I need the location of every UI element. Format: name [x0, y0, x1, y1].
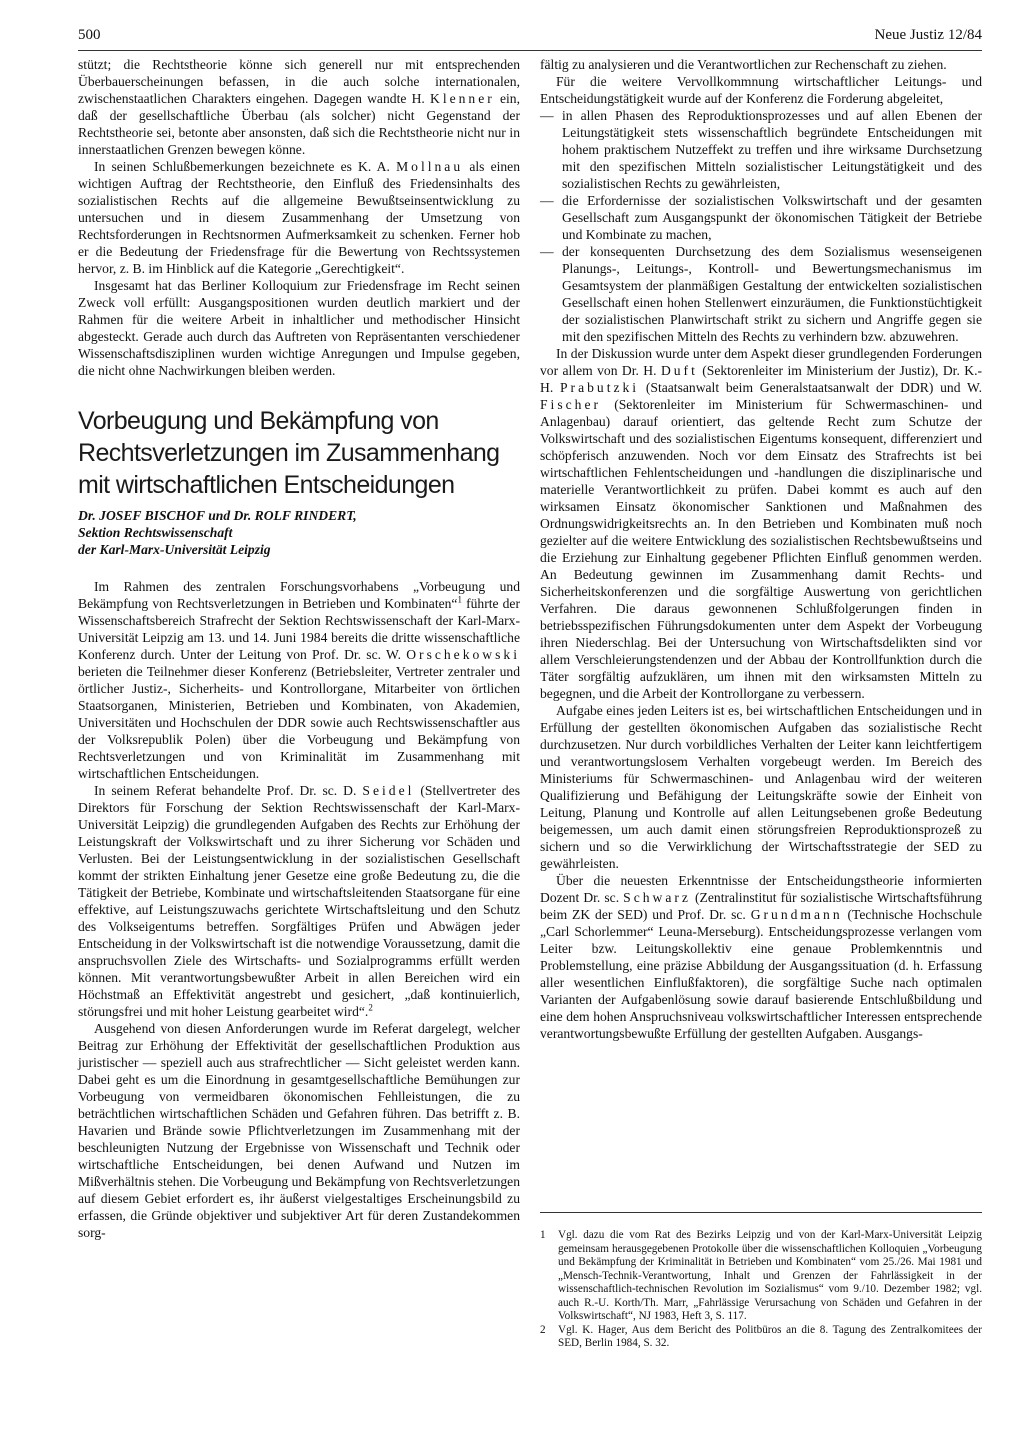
paragraph: Insgesamt hat das Berliner Kolloquium zur Friedensfrage im Recht seinen Zweck voll erfüllt: Ausgangspositionen wurden deutlich markiert und der Rahmen für die weitere Arbeit in inhaltlicher und methodischer Hinsicht abgesteckt. Gerade auch durch das Auftreten von Repräsentanten verschiedener Wissenschaftsdisziplinen wurden wichtige Anregungen und Impulse gegeben, die nicht ohne Nachwirkungen bleiben werden. [78, 278, 520, 378]
list-item: — der konsequenten Durchsetzung des dem Sozialismus wesenseigenen Planungs-, Leitungs-, Kontroll- und Bewertungsmechanismus im Gesamtsystem der planmäßigen Gestaltung der entwickelten sozialistischen Gesellschaft einen hohen Stellenwert einzuräumen, die Funktionstüchtigkeit der sozialistischen Planwirtschaft strikt zu sichern und Angriffe gegen sie mit den spezifischen Mitteln des Rechts zu verhindern bzw. abzuwehren. [540, 244, 982, 344]
person-name: Seidel [362, 783, 415, 798]
paragraph: Im Rahmen des zentralen Forschungsvorhabens „Vorbeugung und Bekämpfung von Rechtsverletzungen in Betrieben und Kombinaten“$^1$ führte der Wissenschaftsbereich Strafrecht der Sektion Rechtswissenschaft der Karl-Marx-Universität Leipzig am 13. und 14. Juni 1984 bereits die dritte wissenschaftliche Konferenz durch. Unter der Leitung von Prof. Dr. sc. W. Orschekowski berieten die Teilnehmer dieser Konferenz (Betriebsleiter, Vertreter zentraler und örtlicher Justiz-, Sicherheits- und Kontrollorgane, Mitarbeiter von örtlichen Staatsorganen, Ministerien, Betrieben und Kombinaten, von Akademien, Universitäten und Hochschulen der DDR sowie auch Rechtswissenschaftler aus der Volksrepublik Polen) über die Vorbeugung und Bekämpfung von Rechtsverletzungen und von Kriminalität im Zusammenhang mit wirtschaftlichen Entscheidungen. [78, 579, 520, 781]
left-column [78, 56, 520, 1241]
footnote-ref: 2 [368, 1002, 373, 1013]
person-name: Mollnau [396, 159, 464, 174]
paragraph: Über die neuesten Erkenntnisse der Entscheidungstheorie informierten Dozent Dr. sc. Schwarz (Zentralinstitut für sozialistische Wirtschaftsführung beim ZK der SED) und Prof. Dr. sc. Grundmann (Technische Hochschule „Carl Schorlemmer“ Leuna-Merseburg). Entscheidungsprozesse verlangen vom Leiter bzw. Leitungskollektiv eine genaue Problemkenntnis und Problemstellung, eine präzise Abbildung der Ausgangssituation (d. h. Erfassung aller wesentlichen Einflußfaktoren), die sorgfältige Suche nach optimalen Varianten der Aufgabenlösung sowie darauf basierende Entschlußbildung und eine dem hohen Anspruchsniveau volkswirtschaftlicher Interessen entsprechende verantwortungsbewußte Erfüllung der gestellten Aufgaben. Ausgangs- [540, 873, 983, 1041]
paragraph: In seinem Referat behandelte Prof. Dr. sc. D. Seidel (Stellvertreter des Direktors für Forschung der Sektion Rechtswissenschaft der Karl-Marx-Universität Leipzig) die grundlegenden Aufgaben des Rechts zur Erhöhung der Leistungskraft der Volkswirtschaft und zu ihrer Sicherung vor Schäden und Verlusten. Bei der Leistungsentwicklung in der sozialistischen Gesellschaft kommt der strikten Einhaltung jener Gesetze eine große Bedeutung zu, die die Tätigkeit der Betriebe, Kombinate und wirtschaftsleitenden Staatsorgane für eine effektive, auf Leistungszuwachs gerichtete Wirtschaftsleitung und den Schutz des Volkseigentums betreffen. Sorgfältiges Prüfen und Abwägen jeder Entscheidung in der Volkswirtschaft ist die notwendige Voraussetzung, damit die anspruchsvollen Ziele des Wirtschafts- und Sozialprogramms erfüllt werden können. Mit verantwortungsbewußter Arbeit in allen Bereichen wird ein Höchstmaß an Effektivität angestrebt und gesichert, „daß kontinuierlich, störungsfrei und mit hoher Leistung gearbeitet wird“.$^2$ [78, 783, 520, 1019]
person-name: Duft [660, 363, 698, 378]
author-university: der Karl-Marx-Universität Leipzig [78, 542, 271, 557]
page-number: 500 [78, 27, 101, 43]
page-header [78, 24, 982, 51]
list-item: — die Erfordernisse der sozialistischen Volkswirtschaft und der gesamten Gesellschaft zum Ausgangspunkt der ökonomischen Tätigkeit der Betriebe und Kombinate zu machen, [540, 193, 982, 242]
footnote: 2 Vgl. K. Hager, Aus dem Bericht des Politbüros an die 8. Tagung des Zentralkomitees der SED, Berlin 1984, S. 32. [540, 1323, 982, 1349]
person-name: Grundmann [750, 907, 843, 922]
person-name: Prabutzki [559, 380, 640, 395]
article-authors [78, 507, 520, 558]
footnote: 1 Vgl. dazu die vom Rat des Bezirks Leipzig und von der Karl-Marx-Universität Leipzig gemeinsam herausgegebenen Protokolle über die wissenschaftlichen Kolloquien „Vorbeugung und Bekämpfung der Kriminalität in Betrieben und Kombinaten“ vom 25./26. Mai 1981 und „Mensch-Technik-Verantwortung, Inhalt und Grenzen der Fahrlässigkeit in der wissenschaftlich-technischen Revolution im Sozialismus“ vom 9./10. Dezember 1982; vgl. auch R.-U. Korth/Th. Marr, „Fahrlässige Verursachung von Schäden und Gefahren in der Volkswirtschaft“, NJ 1983, Heft 3, S. 117. [540, 1229, 982, 1322]
footnotes [540, 1212, 982, 1351]
list-item: — in allen Phasen des Reproduktionsprozesses und auf allen Ebenen der Leitungstätigkeit stets wissenschaftlich begründete Entscheidungen mit hohem praktischem Nutzeffekt zu treffen und ihre wirksame Durchsetzung mit den spezifischen Mitteln sozialistischer Leitungstätigkeit und des sozialistischen Rechts zu gewährleisten, [540, 108, 982, 191]
paragraph: Ausgehend von diesen Anforderungen wurde im Referat dargelegt, welcher Beitrag zur Erhöhung der Effektivität der gesellschaftlichen Produktion aus juristischer — speziell auch aus strafrechtlicher — Sicht geleistet werden kann. Dabei geht es um die Einordnung in gesamtgesellschaftliche Bemühungen zur Vorbeugung von vermeidbaren ökonomischen Fehlleistungen, die zu beträchtlichen wirtschaftlichen Schäden und Gefahren führen. Das betrifft z. B. Havarien und Brände sowie Pflichtverletzungen im Zusammenhang mit der beschleunigten Nutzung der Ergebnisse von Wissenschaft und Technik oder wirtschaftliche Entscheidungen, bei denen Aufwand und Nutzen im Mißverhältnis stehen. Die Vorbeugung und Bekämpfung von Rechtsverletzungen auf diesem Gebiet erfordert es, ihr äußerst vielgestaltiges Erscheinungsbild zu erfassen, die Gründe objektiver und subjektiver Art für deren Zustandekommen sorg- [78, 1021, 520, 1240]
person-name: Klenner [430, 91, 495, 106]
paragraph: fältig zu analysieren und die Verantwortlichen zur Rechenschaft zu ziehen. [540, 57, 947, 72]
paragraph: Aufgabe eines jeden Leiters ist es, bei wirtschaftlichen Entscheidungen und in Erfüllung der gestellten ökonomischen Aufgaben das sozialistische Recht durchzusetzen. Nur durch vorbildliches Verhalten der Leiter kann leichtfertigem und verantwortungslosem Verhalten vorgebeugt werden. Im Bereich des Ministeriums für Schwermaschinen- und Anlagenbau wird der weiteren Qualifizierung und Befähigung der Leitungskräfte sowie der Einheit von Leitung, Planung und Kontrolle auf allen Leitungsebenen große Bedeutung beigemessen, um auch damit einen störungsfreien Reproduktionsprozeß zu sichern und so die Verwirklichung der Wirtschaftsstrategie der SED zu gewährleisten. [540, 703, 982, 871]
person-name: Orschekowski [406, 647, 520, 662]
article-title: Vorbeugung und Bekämpfung von Rechtsverletzungen im Zusammenhang mit wirtschaftlichen Entscheidungen [78, 407, 500, 499]
paragraph: In der Diskussion wurde unter dem Aspekt dieser grundlegenden Forderungen vor allem von Dr. H. Duft (Sektorenleiter im Ministerium der Justiz), Dr. K.-H. Prabutzki (Staatsanwalt beim Generalstaatsanwalt der DDR) und W. Fischer (Sektorenleiter im Ministerium für Schwermaschinen- und Anlagenbau) darauf orientiert, das geltende Recht zum Schutze der Volkswirtschaft und des sozialistischen Eigentums konsequent, differenziert und schöpferisch anzuwenden. Noch vor dem Einsatz des Strafrechts ist bei wirtschaftlichen Fehlentscheidungen und -handlungen die disziplinarische und materielle Verantwortlichkeit zu prüfen. Dabei kommt es auch auf den wirksamen Einsatz ökonomischer Sanktionen und Maßnahmen des Ordnungswidrigkeitsrechts an. In den Betrieben und Kombinaten muß noch gezielter auf die weitere Entwicklung des sozialistischen Rechtsbewußtseins und die Erziehung zur Einhaltung gegebener Pflichten Einfluß genommen werden. An Bedeutung gewinnen im Zusammenhang damit Rechts- und Sicherheitskonferenzen und die sorgfältige Auswertung von gerichtlichen Verfahren. Die daraus gewonnenen Schlußfolgerungen finden in betriebsspezifischen Führungsdokumenten unter dem Aspekt der Vorbeugung ihren Niederschlag. Bei der Untersuchung von Wirtschaftsdelikten sind vor allem Verschleierungstendenzen und der Abbau der Kontrollfunktion durch die Täter sorgfältig aufzuklären, um ihnen mit den wirksamsten Mitteln zu begegnen, und die Arbeit der Kontrollorgane zu verbessern. [540, 346, 983, 701]
demands-list [540, 107, 982, 345]
paragraph: stützt; die Rechtstheorie könne sich generell nur mit entsprechenden Überbauerscheinungen befassen, in die auch solche internationalen, zwischenstaatlichen Charakters eingehen. Dagegen wandte H. Klenner ein, daß der gesellschaftliche Überbau (als solcher) nicht Gegenstand der Rechtstheorie sei, betonte aber ansonsten, daß sich die Rechtstheorie nicht nur in innerstaatlichen Grenzen bewegen könne. [78, 57, 521, 157]
paragraph: Für die weitere Vervollkommnung wirtschaftlicher Leitungs- und Entscheidungstätigkeit wurde auf der Konferenz die Forderung abgeleitet, [540, 74, 982, 106]
author-department: Sektion Rechtswissenschaft [78, 525, 233, 540]
author-names: Dr. JOSEF BISCHOF und Dr. ROLF RINDERT, [78, 508, 357, 523]
person-name: Schwarz [623, 890, 691, 905]
person-name: Fischer [540, 397, 602, 412]
paragraph: In seinen Schlußbemerkungen bezeichnete es K. A. Mollnau als einen wichtigen Auftrag der Rechtstheorie, den Einfluß des Friedensinhalts des sozialistischen Rechts auf die allgemeine Bewußtseinsentwicklung zu untersuchen und in diesem Zusammenhang der Umsetzung von Rechtsforderungen in Rechtsnormen Aufmerksamkeit zu schenken. Ferner hob er die Bedeutung der Friedensfrage für die Bewertung von Rechtssystemen hervor, z. B. im Hinblick auf die Kategorie „Gerechtigkeit“. [78, 159, 521, 276]
journal-issue: Neue Justiz 12/84 [874, 27, 982, 43]
right-column [540, 56, 982, 1042]
footnote-ref: 1 [457, 594, 462, 605]
